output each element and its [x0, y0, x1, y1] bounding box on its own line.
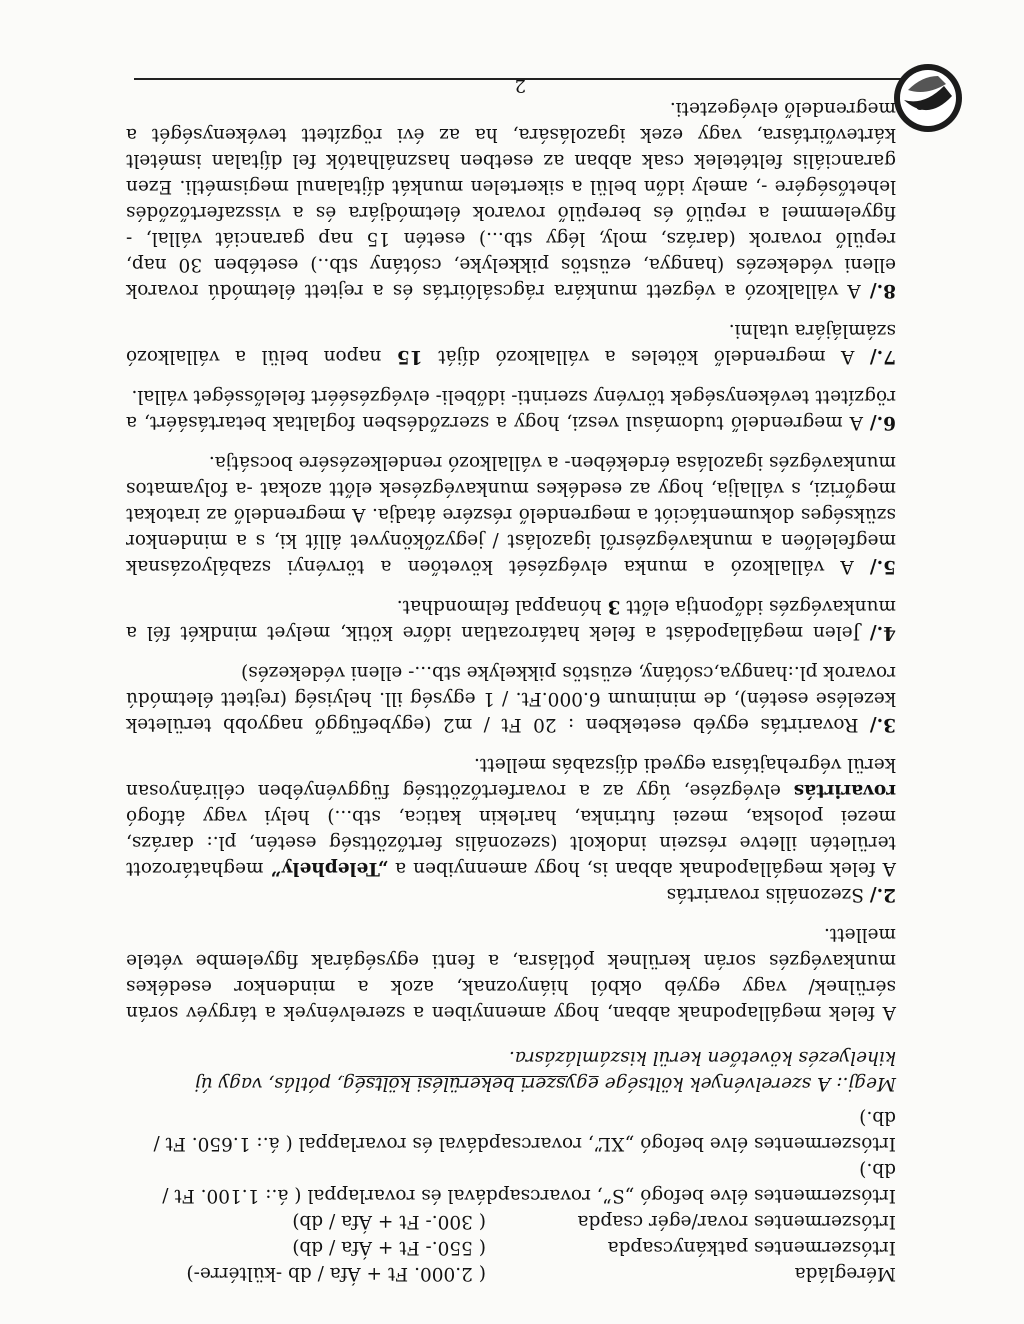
section-number: 8./ [869, 280, 896, 302]
price-table [126, 1208, 896, 1286]
section-number: 7./ [869, 346, 896, 368]
section-title: Szezonális rovarirtás [666, 884, 865, 906]
price-line: Irtószermentes élve befogó „S”, rovarcsapdával és rovarlappal ( á.: 1.100. Ft / db.) [162, 1159, 896, 1206]
text-run: A megrendelő köteles a vállalkozó díját [422, 346, 855, 368]
page-number: 2 [514, 75, 526, 96]
section-3 [126, 660, 896, 738]
section-text: A vállalkozó a végzett munkára rágcsálóirtás és a rejtett életmódú rovarok elleni védekezés (hangya, ezüstös pikkelyke, csótány stb..) esetében 30 nap, repülő rovarok (darázs, moly, légy stb...) esetén 15 nap garanciát vállal, - figyelemmel a repülő és berepülő rovarok életmódjára és a visszafertőződés lehetőségére -, amely időn belül a sikertelen munkát díjtalanul megismétli. Ezen garanciális feltételek csak abban az esetben használhatók fel díjtalan ismételt kártevőirtásra, vagy ezek igazolására, ha az évi rögzített tevékenységét a megrendelő elvégezteti. [126, 98, 896, 302]
price-item: Irtószermentes rovar/egér csapda [577, 1211, 896, 1232]
text-run-bold: 3 [607, 596, 621, 618]
price-value: ( 300.- Ft + Áfa / db) [292, 1211, 486, 1232]
note [126, 1044, 896, 1096]
text-run: hónappal felmondhat. [396, 596, 608, 618]
price-value: ( 2.000. Ft + Áfa / db -kültérre-) [186, 1263, 486, 1284]
text-run: Jelen megállapodást a felek határozatlan időre kötik, melyet mindkét fél a munkavégzés időpontja előtt [125, 596, 896, 644]
price-item: Méregláda [794, 1263, 896, 1284]
text-run-bold: 15 [396, 346, 423, 368]
section-number: 2./ [869, 884, 896, 906]
section-number: 3./ [869, 714, 896, 736]
price-row [126, 1234, 896, 1260]
price-value: ( 550.- Ft + Áfa / db) [292, 1237, 486, 1258]
section-6 [126, 384, 896, 436]
paragraph-intro: A felek megállapodnak abban, hogy amennyiben a szerelvények a tárgyév során sérülnek/ vagy egyéb okból hiányoznak, azok a mindenkor esedékes munkavégzés során kerülnek pótlásra, a fenti egységárak figyelembe vétele mellett. [126, 924, 896, 1024]
text-run: meghatározott területén illetve részein indokolt (szezonális fertőzöttség esetén, pl.: darázs, mezei poloska, mezei futrinka, harlekin katica, stb...) helyi vagy átfogó [126, 806, 896, 880]
text-run: A felek megállapodnak abban is, hogy amennyiben a [388, 858, 896, 880]
price-line: Irtószermentes élve befogó „XL”, rovarcsapdával és rovarlappal ( á.: 1.650. Ft / db.) [153, 1107, 896, 1154]
price-row [126, 1260, 896, 1286]
note-prefix: Megj.: A szerelvények költsége [598, 1073, 896, 1094]
section-4 [126, 594, 896, 646]
price-row [126, 1208, 896, 1234]
section-7 [126, 318, 896, 370]
section-8 [126, 96, 896, 304]
document-body [126, 96, 896, 1287]
section-2-heading [126, 882, 896, 908]
section-number: 6./ [869, 412, 896, 434]
section-number: 5./ [869, 556, 896, 578]
text-run: napon belül a vállalkozó számlájára utalni. [126, 320, 896, 368]
note-rest: , pótlás, vagy új kihelyezés követően kerül kiszámlázásra. [195, 1047, 896, 1094]
text-run-bold: rovarirtás [793, 780, 896, 802]
note-underlined: egyszeri bekerülési költség [342, 1073, 599, 1094]
section-text: A megrendelő tudomásul veszi, hogy a szerződésben foglaltak betartásáért, a rögzített tevékenységek törvény szerinti- időbeli- elvégzéséért felelősséget vállal. [126, 386, 896, 434]
price-item: Irtószermentes patkánycsapda [607, 1237, 896, 1258]
text-run: elvégzése, úgy az a rovarfertőzöttség függvényében célirányosan kerül végrehajtásra egyedi díjszabás mellett. [126, 754, 896, 802]
section-2-text [126, 752, 896, 882]
text-run-bold: „Telephely” [270, 858, 389, 880]
section-number: 4./ [869, 622, 896, 644]
company-logo-icon [890, 60, 966, 136]
section-text: A vállalkozó a munka elvégzését követően a törvényi szabályozásnak megfelelően a munkavégzésről igazolást / jegyzőkönyvet állít ki, s a mindenkor szükséges dokumentációt a megrendelő részére átadja. A megrendelő az iratokat megőrizi, s vállalja, hogy az esedékes munkavégzések előtt azokat -a folyamatos munkavégzés igazolása érdekében- a vállalkozó rendelkezésére bocsátja. [126, 452, 896, 578]
section-5 [126, 450, 896, 580]
section-text: Rovarirtás egyéb esetekben : 20 Ft / m2 (egybefüggő nagyobb területek kezelése esetén), de minimum 6.000.Ft. / 1 egység ill. helyiség (rejtett életmódú rovarok pl.:hangya,csótány, ezüstös pikkelyke stb...- elleni védekezés) [126, 662, 896, 736]
